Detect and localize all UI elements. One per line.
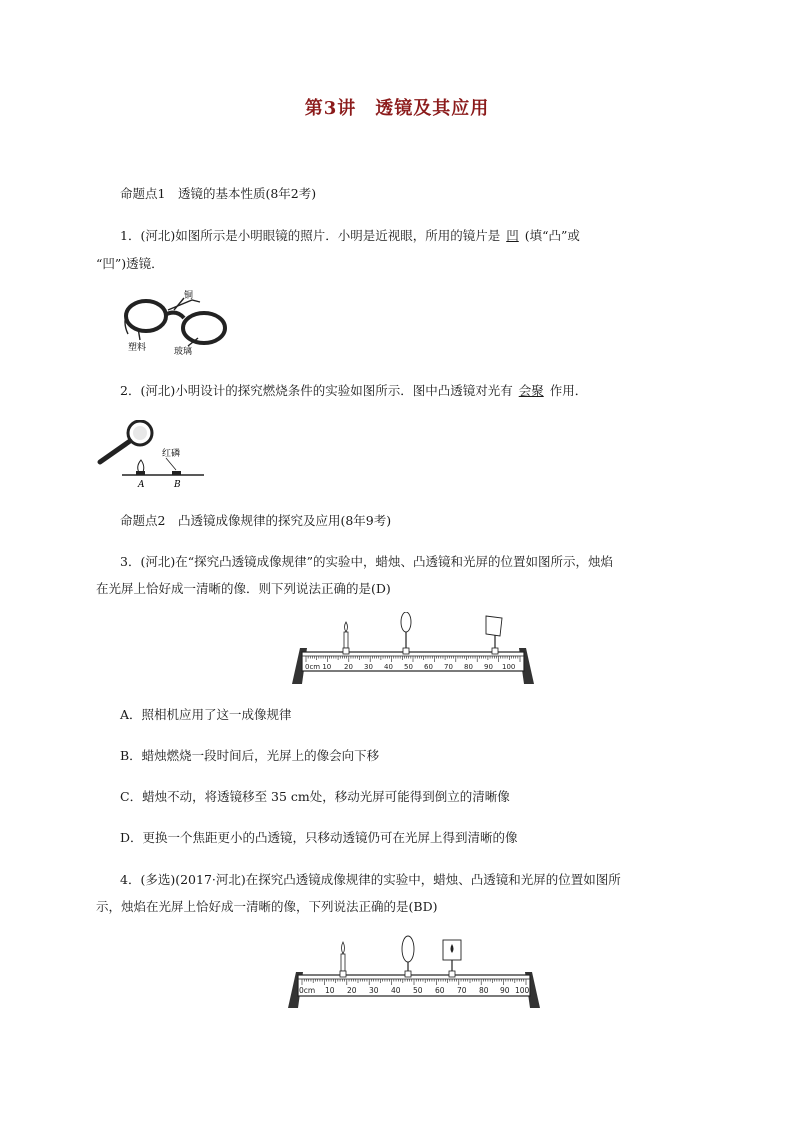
question-1-line-1	[120, 228, 580, 244]
question-1-answer: 凹	[506, 228, 519, 243]
question-3-option-c: C．蜡烛不动，将透镜移至 35 cm处，移动光屏可能得到倒立的清晰像	[120, 789, 510, 804]
section-heading-1: 命题点1 透镜的基本性质(8年2考)	[120, 186, 317, 201]
convex-lens	[402, 936, 414, 977]
bench-label-80: 80	[479, 986, 489, 995]
candle	[343, 622, 349, 654]
combustion-image	[96, 420, 208, 490]
optical-bench-q4	[286, 934, 542, 1010]
top-bar	[168, 300, 200, 310]
question-1-text-pre: 1．(河北)如图所示是小明眼镜的照片．小明是近视眼，所用的镜片是	[120, 228, 501, 243]
optical-bench-q3	[288, 612, 538, 687]
magnifier-handle	[100, 441, 130, 462]
light-screen	[443, 940, 461, 977]
glasses-figure	[118, 288, 238, 356]
bench-label-20: 20	[344, 663, 353, 671]
phosphorus-label: 红磷	[162, 449, 181, 459]
question-4-line-1: 4．(多选)(2017·河北)在探究凸透镜成像规律的实验中，蜡烛、凸透镜和光屏的位置如图所	[120, 872, 621, 887]
glasses-image	[118, 288, 238, 356]
candle-flame-icon	[345, 622, 348, 632]
question-2-line	[120, 383, 587, 399]
bench-label-30: 30	[369, 986, 379, 995]
phosphorus-b	[172, 471, 181, 475]
section-heading-2: 命题点2 凸透镜成像规律的探究及应用(8年9考)	[120, 513, 392, 528]
bench-label-0: 0cm	[299, 986, 316, 995]
question-2-text-post: 作用．	[549, 383, 588, 398]
bench-label-30: 30	[364, 663, 373, 671]
bench-label-20: 20	[347, 986, 357, 995]
bench-label-40: 40	[391, 986, 401, 995]
point-b-label: B	[174, 480, 181, 490]
bench-label-90: 90	[500, 986, 510, 995]
question-3-line-1: 3．(河北)在“探究凸透镜成像规律”的实验中，蜡烛、凸透镜和光屏的位置如图所示，烛焰	[120, 554, 613, 569]
left-lens-frame	[126, 301, 166, 331]
bench-label-40: 40	[384, 663, 393, 671]
bench-label-70: 70	[444, 663, 453, 671]
question-3-line-2: 在光屏上恰好成一清晰的像．则下列说法正确的是(D)	[96, 581, 391, 596]
question-2-answer: 会聚	[518, 383, 544, 398]
question-2-text-pre: 2．(河北)小明设计的探究燃烧条件的实验如图所示．图中凸透镜对光有	[120, 383, 513, 398]
plastic-label: 塑料	[128, 343, 147, 353]
convex-lens	[401, 612, 411, 654]
bench-label-50: 50	[413, 986, 423, 995]
glass-label: 玻璃	[174, 347, 193, 356]
question-1-text-post: (填“凸”或	[524, 228, 580, 243]
page-title: 第3讲 透镜及其应用	[304, 98, 490, 119]
phosphorus-a	[136, 471, 145, 475]
bench-label-60: 60	[435, 986, 445, 995]
candle-flame-icon	[342, 942, 345, 954]
combustion-figure	[96, 420, 208, 490]
question-3-option-d: D．更换一个焦距更小的凸透镜，只移动透镜仍可在光屏上得到清晰的像	[120, 830, 518, 845]
question-1-line-2: “凹”)透镜．	[96, 256, 164, 271]
question-3-option-b: B．蜡烛燃烧一段时间后，光屏上的像会向下移	[120, 748, 380, 763]
optical-bench-figure-q3	[288, 612, 538, 687]
bench-label-90: 90	[484, 663, 493, 671]
bench-label-60: 60	[424, 663, 433, 671]
bench-label-80: 80	[464, 663, 473, 671]
bench-label-100: 100	[502, 663, 516, 671]
candle	[340, 942, 346, 977]
question-3-option-a: A．照相机应用了这一成像规律	[120, 707, 292, 722]
question-4-line-2: 示，烛焰在光屏上恰好成一清晰的像，下列说法正确的是(BD)	[96, 899, 438, 914]
bench-label-10: 10	[325, 986, 335, 995]
bench-label-100: 100	[515, 986, 530, 995]
bench-label-50: 50	[404, 663, 413, 671]
bench-label-70: 70	[457, 986, 467, 995]
light-screen	[486, 616, 502, 654]
point-a-label: A	[138, 480, 145, 490]
optical-bench-figure-q4	[286, 934, 542, 1010]
bench-label-0: 0cm 10	[305, 663, 332, 671]
copper-label: 铜	[184, 291, 194, 301]
right-lens-frame	[183, 313, 225, 343]
